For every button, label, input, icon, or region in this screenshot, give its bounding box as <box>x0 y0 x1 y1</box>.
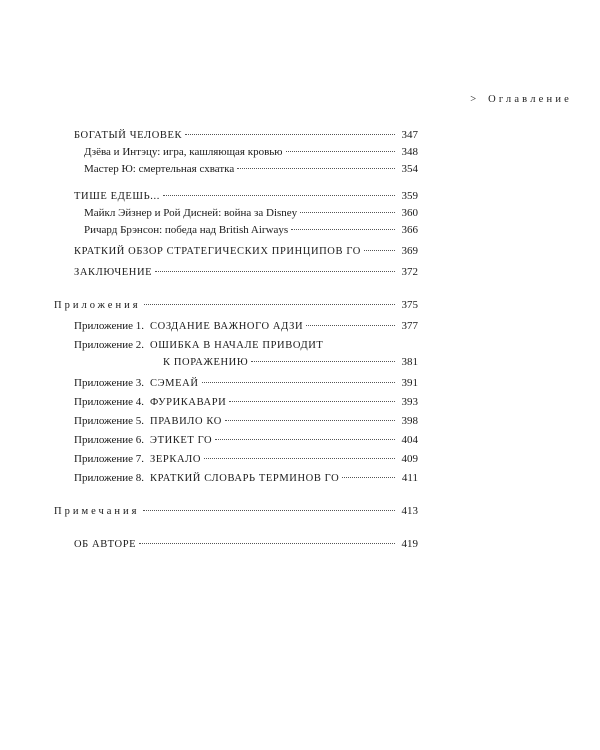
toc-entry-primech[interactable] <box>54 503 418 520</box>
toc-entry-title: Ричард Брэнсон: победа над British Airways <box>84 224 289 236</box>
toc-entry-daeva[interactable] <box>54 144 418 161</box>
toc-page-number: 347 <box>401 129 418 141</box>
dot-leader <box>139 543 395 544</box>
dot-leader <box>215 439 395 440</box>
appendix-label: Приложение 6. <box>74 434 145 446</box>
header-arrow-icon: > <box>470 94 477 105</box>
toc-entry-title: Приложения <box>54 300 141 311</box>
toc-entry-title: КРАТКИЙ ОБЗОР СТРАТЕГИЧЕСКИХ ПРИНЦИПОВ ГО <box>74 246 361 257</box>
toc-entry-app2[interactable] <box>54 337 418 354</box>
toc-page-number: 381 <box>401 356 418 368</box>
toc-page-number: 348 <box>401 146 418 158</box>
toc-entry-title-continued: К ПОРАЖЕНИЮ <box>163 357 249 368</box>
toc-entry-title: Мастер Ю: смертельная схватка <box>84 163 235 175</box>
dot-leader <box>185 134 395 135</box>
dot-leader <box>163 195 395 196</box>
toc-page-number: 375 <box>401 299 418 311</box>
toc-entry-app2-continued[interactable] <box>54 354 418 371</box>
toc-entry-title: Примечания <box>54 506 140 517</box>
dot-leader <box>143 510 395 511</box>
toc-entry-app6[interactable] <box>54 432 418 449</box>
toc-entry-title: ЗЕРКАЛО <box>150 454 202 465</box>
toc-entry-title: ЗАКЛЮЧЕНИЕ <box>74 267 153 278</box>
toc-page-number: 419 <box>401 538 418 550</box>
toc-entry-title: Дзёва и Интэцу: игра, кашляющая кровью <box>84 146 283 158</box>
toc-entry-prilozh[interactable] <box>54 297 418 314</box>
toc-entry-obzor[interactable] <box>54 243 418 260</box>
toc-entry-title: ТИШЕ ЕДЕШЬ... <box>74 191 160 202</box>
toc-entry-title: КРАТКИЙ СЛОВАРЬ ТЕРМИНОВ ГО <box>150 473 340 484</box>
header-title: Оглавление <box>488 94 572 105</box>
dot-leader <box>286 151 395 152</box>
toc-entry-bogaty[interactable] <box>54 127 418 144</box>
toc-entry-title: ПРАВИЛО КО <box>150 416 222 427</box>
toc-entry-title: ОШИБКА В НАЧАЛЕ ПРИВОДИТ <box>150 340 324 351</box>
dot-leader <box>229 401 395 402</box>
toc-entry-branson[interactable] <box>54 222 418 239</box>
dot-leader <box>300 212 395 213</box>
toc-entry-title: ОБ АВТОРЕ <box>74 539 137 550</box>
toc-page-number: 354 <box>401 163 418 175</box>
toc-page-number: 411 <box>401 472 418 484</box>
appendix-label: Приложение 2. <box>74 339 145 351</box>
dot-leader <box>251 361 395 362</box>
dot-leader <box>364 250 395 251</box>
toc-entry-app8[interactable] <box>54 470 418 487</box>
toc-entry-tishe[interactable] <box>54 188 418 205</box>
toc-page-number: 404 <box>401 434 418 446</box>
appendix-label: Приложение 3. <box>74 377 145 389</box>
toc-entry-app5[interactable] <box>54 413 418 430</box>
toc-entry-app1[interactable] <box>54 318 418 335</box>
toc-entry-title: ЭТИКЕТ ГО <box>150 435 213 446</box>
toc-entry-master[interactable] <box>54 161 418 178</box>
toc-entry-title: СЭМЕАЙ <box>150 378 199 389</box>
dot-leader <box>202 382 396 383</box>
dot-leader <box>155 271 395 272</box>
dot-leader <box>204 458 395 459</box>
toc-entry-eisner[interactable] <box>54 205 418 222</box>
toc-entry-title: СОЗДАНИЕ ВАЖНОГО АДЗИ <box>150 321 304 332</box>
dot-leader <box>144 304 395 305</box>
toc-page-number: 369 <box>401 245 418 257</box>
toc-entry-app4[interactable] <box>54 394 418 411</box>
toc-entry-app3[interactable] <box>54 375 418 392</box>
toc-page-number: 366 <box>401 224 418 236</box>
appendix-label: Приложение 4. <box>74 396 145 408</box>
dot-leader <box>237 168 395 169</box>
appendix-label: Приложение 1. <box>74 320 145 332</box>
toc-page-number: 377 <box>401 320 418 332</box>
dot-leader <box>342 477 395 478</box>
toc-page-number: 398 <box>401 415 418 427</box>
toc-entry-app7[interactable] <box>54 451 418 468</box>
toc-page-number: 393 <box>401 396 418 408</box>
appendix-label: Приложение 5. <box>74 415 145 427</box>
dot-leader <box>306 325 395 326</box>
dot-leader <box>291 229 395 230</box>
toc-page-number: 409 <box>401 453 418 465</box>
dot-leader <box>225 420 395 421</box>
toc-entry-zakl[interactable] <box>54 264 418 281</box>
running-header <box>470 94 572 105</box>
toc-page-number: 359 <box>401 190 418 202</box>
toc-page-number: 391 <box>401 377 418 389</box>
table-of-contents <box>54 127 418 553</box>
toc-page-number: 413 <box>401 505 418 517</box>
toc-entry-ob-avtore[interactable] <box>54 536 418 553</box>
toc-entry-title: ФУРИКАВАРИ <box>150 397 227 408</box>
appendix-label: Приложение 7. <box>74 453 145 465</box>
toc-page-number: 372 <box>401 266 418 278</box>
toc-entry-title: БОГАТЫЙ ЧЕЛОВЕК <box>74 130 183 141</box>
appendix-label: Приложение 8. <box>74 472 145 484</box>
toc-entry-title: Майкл Эйзнер и Рой Дисней: война за Disney <box>84 207 298 219</box>
toc-page-number: 360 <box>401 207 418 219</box>
